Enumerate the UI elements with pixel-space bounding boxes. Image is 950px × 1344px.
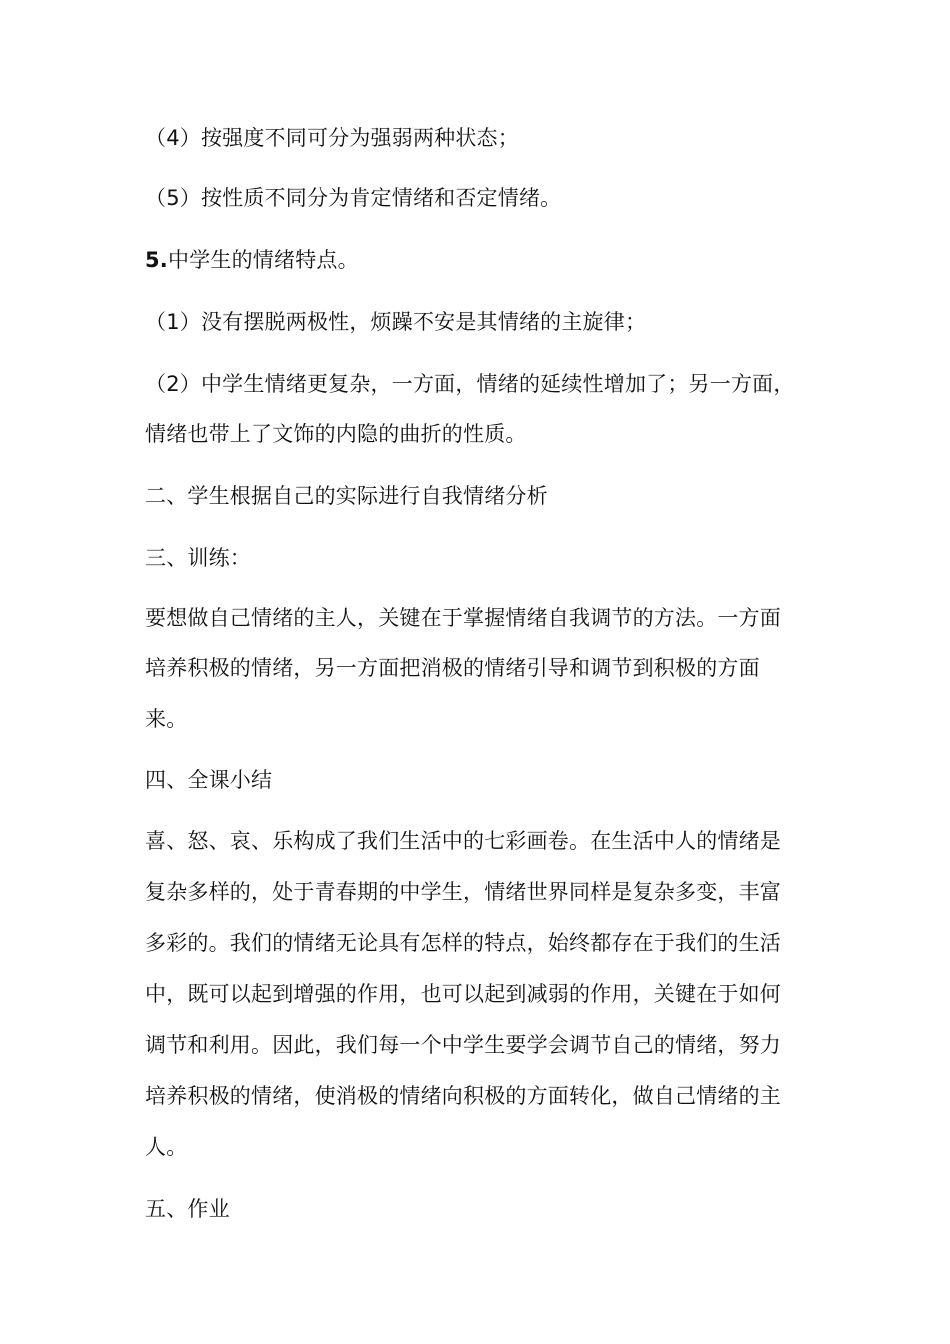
section-heading-4: 四、全课小结 <box>145 768 273 792</box>
paragraph-training-line-3: 来。 <box>145 707 188 731</box>
paragraph-summary-line-2: 复杂多样的，处于青春期的中学生，情绪世界同样是复杂多变，丰富 <box>145 880 781 904</box>
list-item-2-line-1: （2）中学生情绪更复杂，一方面，情绪的延续性增加了；另一方面， <box>145 372 795 396</box>
section-heading-5 <box>145 246 359 274</box>
list-item-4: （4）按强度不同可分为强弱两种状态； <box>145 126 519 150</box>
paragraph-summary-line-4: 中，既可以起到增强的作用，也可以起到减弱的作用，关键在于如何 <box>145 982 781 1006</box>
paragraph-training-line-2: 培养积极的情绪，另一方面把消极的情绪引导和调节到积极的方面 <box>145 656 760 680</box>
list-item-5: （5）按性质不同分为肯定情绪和否定情绪。 <box>145 186 562 210</box>
paragraph-summary-line-7: 人。 <box>145 1135 188 1159</box>
section-heading-3: 三、训练： <box>145 546 251 570</box>
section-heading-5-homework: 五、作业 <box>145 1197 230 1221</box>
paragraph-summary-line-1: 喜、怒、哀、乐构成了我们生活中的七彩画卷。在生活中人的情绪是 <box>145 829 781 853</box>
paragraph-training-line-1: 要想做自己情绪的主人，关键在于掌握情绪自我调节的方法。一方面 <box>145 606 781 630</box>
paragraph-summary-line-5: 调节和利用。因此，我们每一个中学生要学会调节自己的情绪，努力 <box>145 1033 781 1057</box>
section-title: 中学生的情绪特点。 <box>168 248 359 272</box>
section-heading-2: 二、学生根据自己的实际进行自我情绪分析 <box>145 484 548 508</box>
list-item-2-line-2: 情绪也带上了文饰的内隐的曲折的性质。 <box>145 422 527 446</box>
paragraph-summary-line-6: 培养积极的情绪，使消极的情绪向积极的方面转化，做自己情绪的主 <box>145 1084 781 1108</box>
paragraph-summary-line-3: 多彩的。我们的情绪无论具有怎样的特点，始终都存在于我们的生活 <box>145 931 781 955</box>
section-number: 5. <box>145 248 168 272</box>
list-item-1: （1）没有摆脱两极性，烦躁不安是其情绪的主旋律； <box>145 310 647 334</box>
